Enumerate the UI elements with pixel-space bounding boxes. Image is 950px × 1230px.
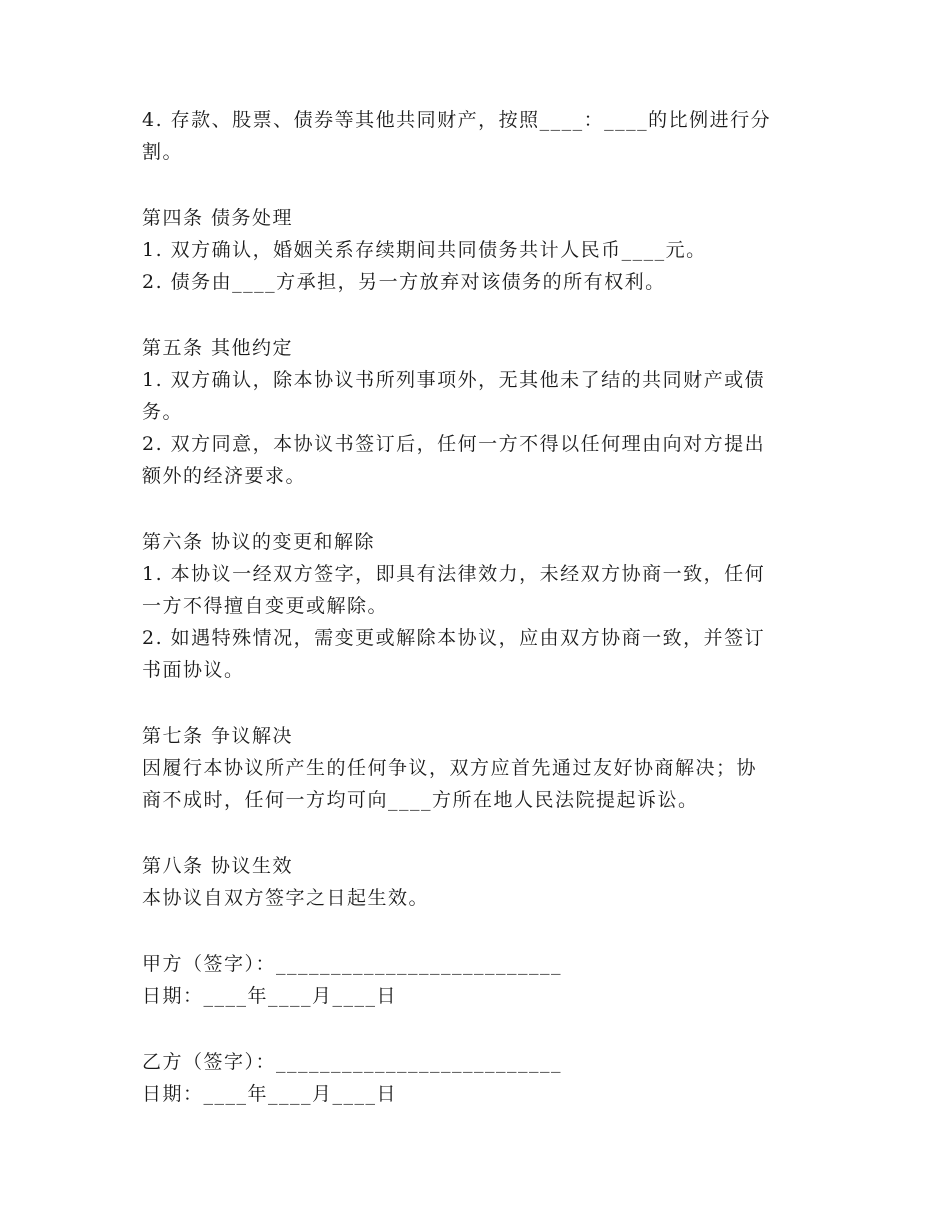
article6-item2-line1: 2. 如遇特殊情况，需变更或解除本协议，应由双方协商一致，并签订 — [142, 627, 766, 649]
article3-item4-line1: 4. 存款、股票、债券等其他共同财产，按照____：____的比例进行分 — [142, 109, 772, 131]
article7-line2: 商不成时，任何一方均可向____方所在地人民法院提起诉讼。 — [142, 789, 699, 811]
article6-item2-line2: 书面协议。 — [142, 659, 245, 681]
spacer — [142, 816, 812, 850]
article4-item2: 2. 债务由____方承担，另一方放弃对该债务的所有权利。 — [142, 271, 666, 293]
spacer — [142, 686, 812, 720]
article6-item1-line2: 一方不得擅自变更或解除。 — [142, 595, 389, 617]
article4-title: 第四条 债务处理 — [142, 207, 294, 229]
spacer — [142, 1012, 812, 1046]
party-b-date-line: 日期：____年____月____日 — [142, 1083, 398, 1105]
article8-line1: 本协议自双方签字之日起生效。 — [142, 887, 430, 909]
article7-line1: 因履行本协议所产生的任何争议，双方应首先通过友好协商解决；协 — [142, 757, 758, 779]
party-b-signature-line: 乙方（签字）：__________________________ — [142, 1051, 563, 1073]
article4-item1: 1. 双方确认，婚姻关系存续期间共同债务共计人民币____元。 — [142, 239, 707, 261]
spacer — [142, 298, 812, 332]
agreement-page — [142, 104, 812, 1110]
article6-title: 第六条 协议的变更和解除 — [142, 531, 376, 553]
article8-title: 第八条 协议生效 — [142, 855, 294, 877]
article5-item1-line2: 务。 — [142, 401, 184, 423]
article3-item4-line2: 割。 — [142, 141, 184, 163]
article7-title: 第七条 争议解决 — [142, 725, 294, 747]
article6-item1-line1: 1. 本协议一经双方签字，即具有法律效力，未经双方协商一致，任何 — [142, 563, 766, 585]
article5-item2-line1: 2. 双方同意，本协议书签订后，任何一方不得以任何理由向对方提出 — [142, 433, 766, 455]
article5-item2-line2: 额外的经济要求。 — [142, 465, 307, 487]
article5-title: 第五条 其他约定 — [142, 337, 294, 359]
spacer — [142, 492, 812, 526]
party-a-date-line: 日期：____年____月____日 — [142, 985, 398, 1007]
spacer — [142, 914, 812, 948]
spacer — [142, 168, 812, 202]
party-a-signature-line: 甲方（签字）：__________________________ — [142, 953, 563, 975]
article5-item1-line1: 1. 双方确认，除本协议书所列事项外，无其他未了结的共同财产或债 — [142, 369, 766, 391]
